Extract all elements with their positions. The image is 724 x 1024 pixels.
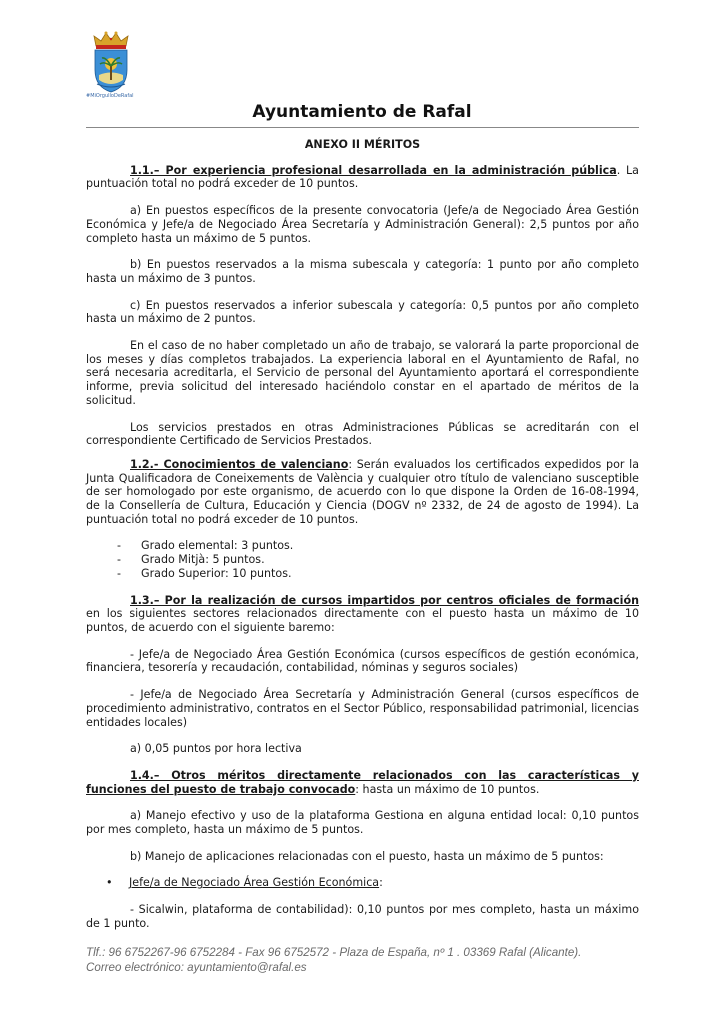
anexo-title: ANEXO II MÉRITOS <box>304 138 421 151</box>
section-1-3-item-a: a) 0,05 puntos por hora lectiva <box>130 742 302 756</box>
section-1-1-item-c: c) En puestos reservados a inferior subescala y categoría: 0,5 puntos por año completo hasta un máximo de 2 puntos. <box>86 298 639 326</box>
section-1-1-title: 1.1.– Por experiencia profesional desarrollada en la administración pública <box>130 163 617 177</box>
bullet-tail: : <box>379 876 383 890</box>
section-1-4-heading <box>86 769 639 796</box>
section-1-3-item-2: - Jefe/a de Negociado Área Secretaría y Administración General (cursos específicos de procedimiento administrativo, contratos en el Sector Público, responsabilidad patrimonial, licencias entidades locales) <box>86 688 639 729</box>
footer-contact-line: Tlf.: 96 6752267-96 6752284 - Fax 96 6752572 - Plaza de España, nº 1 . 03369 Rafal (Alicante). <box>86 946 582 959</box>
section-1-1-text: . La puntuación total no podrá exceder de 10 puntos. <box>86 163 639 191</box>
logo-caption: #MiOrgulloDeRafal <box>86 93 134 99</box>
section-1-4-text: : hasta un máximo de 10 puntos. <box>355 782 540 796</box>
section-1-2-text: : Serán evaluados los certificados expedidos por la Junta Qualificadora de Coneixements de València y cualquier otro título de valenciano susceptible de ser homologado por este organismo, de acuerdo con lo que dispone la Orden de 16-08-1994, de la Consellería de Cultura, Educación y Ciencia (DOGV nº 2332, de 24 de agosto de 1994). La puntuación total no podrá exceder de 10 puntos. <box>86 457 639 526</box>
section-1-2-heading <box>86 458 639 527</box>
section-1-4-item-b: b) Manejo de aplicaciones relacionadas con el puesto, hasta un máximo de 5 puntos: <box>130 849 604 863</box>
section-1-1-heading <box>86 164 639 191</box>
header-title: Ayuntamiento de Rafal <box>252 102 472 122</box>
section-1-4-title: 1.4.– Otros méritos directamente relacionados con las características y funciones del puesto de trabajo convocado <box>86 768 639 796</box>
section-1-3-item-1: - Jefe/a de Negociado Área Gestión Económica (cursos específicos de gestión económica, financiera, tesorería y recaudación, contabilidad, nóminas y seguros sociales) <box>86 647 639 675</box>
section-1-4-item-a: a) Manejo efectivo y uso de la plataforma Gestiona en alguna entidad local: 0,10 puntos por mes completo, hasta un máximo de 5 puntos. <box>86 809 639 837</box>
list-item: - Grado Superior: 10 puntos. <box>117 567 639 581</box>
coat-of-arms-icon <box>86 30 136 94</box>
list-item: - Grado Mitjà: 5 puntos. <box>117 553 639 567</box>
section-1-3-heading <box>86 594 639 635</box>
document-body <box>86 138 639 931</box>
section-1-1-item-b: b) En puestos reservados a la misma subescala y categoría: 1 punto por año completo hasta un máximo de 3 puntos. <box>86 258 639 285</box>
section-1-3-title: 1.3.– Por la realización de cursos impartidos por centros oficiales de formación <box>130 593 639 607</box>
header-divider <box>86 127 639 128</box>
section-1-4-sub-item: - Sicalwin, plataforma de contabilidad): 0,10 puntos por mes completo, hasta un máximo de 1 punto. <box>86 903 639 930</box>
footer <box>86 945 646 975</box>
application-bullet-list <box>86 876 639 890</box>
section-1-2-title: 1.2.- Conocimientos de valenciano <box>130 457 349 471</box>
section-1-1-paragraph-2: Los servicios prestados en otras Administraciones Públicas se acreditarán con el correspondiente Certificado de Servicios Prestados. <box>86 420 639 448</box>
bullet-label: Jefe/a de Negociado Área Gestión Económica <box>129 876 380 890</box>
list-item: - Grado elemental: 3 puntos. <box>117 539 639 553</box>
section-1-1-paragraph-1: En el caso de no haber completado un año de trabajo, se valorará la parte proporcional de los meses y días completos trabajados. La experiencia laboral en el Ayuntamiento de Rafal, no será necesaria acreditarla, el Servicio de personal del Ayuntamiento aportará el correspondiente informe, previa solicitud del interesado haciéndolo constar en el apartado de méritos de la solicitud. <box>86 339 639 407</box>
valenciano-grade-list <box>86 539 639 580</box>
list-item <box>106 876 639 890</box>
section-1-3-text: en los siguientes sectores relacionados directamente con el puesto hasta un máximo de 10 puntos, de acuerdo con el siguiente baremo: <box>86 607 639 634</box>
footer-email-line: Correo electrónico: ayuntamiento@rafal.es <box>86 961 307 974</box>
section-1-1-item-a: a) En puestos específicos de la presente convocatoria (Jefe/a de Negociado Área Gestión Económica y Jefe/a de Negociado Área Secretaría y Administración General): 2,5 puntos por año completo hasta un máximo de 5 puntos. <box>86 204 639 245</box>
